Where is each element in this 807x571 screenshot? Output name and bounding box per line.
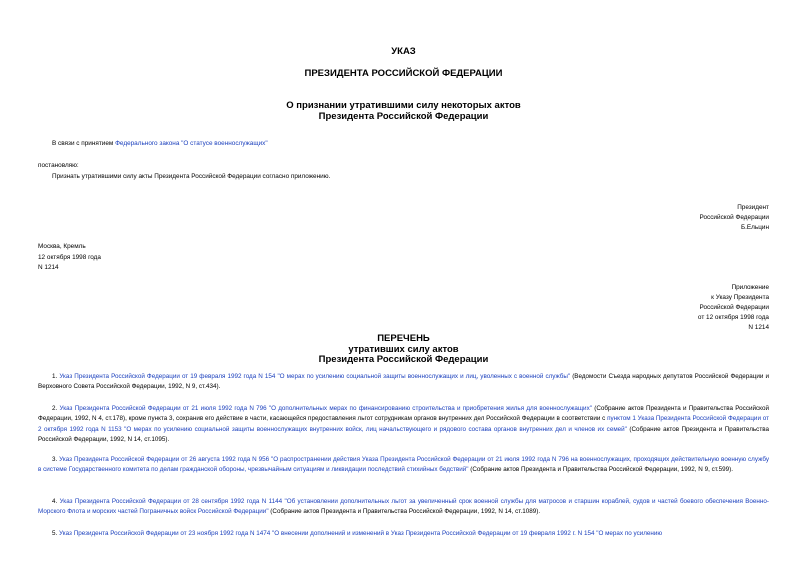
decree-keyword: постановляю: — [38, 162, 79, 169]
list-item — [38, 497, 769, 518]
item-text: (Собрание актов Президента и Правительства Российской Федерации, 1992, N 14, ст.1095). — [38, 425, 769, 443]
federal-law-link[interactable]: Федерального закона "О статусе военнослужащих" — [115, 140, 268, 147]
item-text: (Ведомости Съезда народных депутатов Российской Федерации и Верховного Совета Российской Федерации, 1992, N 9, ст.434). — [38, 373, 769, 391]
list-subtitle-2: Президента Российской Федерации — [318, 354, 489, 365]
appendix-number: N 1214 — [748, 324, 769, 331]
appendix-date: от 12 октября 1998 года — [697, 314, 769, 321]
doc-subtitle-line1: О признании утратившими силу некоторых актов — [286, 100, 521, 111]
item-number: 5. — [52, 530, 60, 537]
decree-link[interactable]: пунктом 1 Указа Президента Российской Федерации от 2 октября 1992 года N 1153 "О мерах по усилению социальной защиты военнослужащих внутренних войск, лиц начальствующего и рядового состава органов внутренних дел и членов их семей" — [38, 415, 769, 433]
preamble — [52, 139, 268, 149]
doc-title: УКАЗ — [391, 46, 416, 57]
item-number: 2. — [52, 405, 60, 412]
appendix-line3: Российской Федерации — [699, 304, 769, 311]
signature-title: Президент — [737, 204, 769, 211]
list-item — [38, 372, 769, 393]
place-city: Москва, Кремль — [38, 243, 86, 250]
decree-link[interactable]: Указ Президента Российской Федерации от 21 июля 1992 года N 796 "О дополнительных мерах по финансированию строительства и приобретения жилья для военнослужащих" — [59, 405, 592, 412]
item-number: 3. — [52, 456, 60, 463]
signature-title-2: Российской Федерации — [699, 214, 769, 221]
list-item — [38, 455, 769, 476]
list-item — [38, 404, 769, 445]
appendix-label: Приложение — [731, 284, 769, 291]
item-text: (Собрание актов Президента и Правительства Российской Федерации, 1992, N 4, ст.178), кроме пункта 3, сохранив его действие в части, касающейся предоставления льгот сотрудникам органов внутренних дел Российской Федерации в соответствии с — [38, 405, 769, 423]
item-number: 1. — [52, 373, 60, 380]
decree-link[interactable]: Указ Президента Российской Федерации от 23 ноября 1992 года N 1474 "О внесении дополнений и изменений в Указ Президента Российской Федерации от 19 февраля 1992 г. N 154 "О мерах по усилению — [59, 530, 663, 537]
place-number: N 1214 — [38, 264, 59, 271]
list-item — [38, 529, 769, 539]
decree-link[interactable]: Указ Президента Российской Федерации от 26 августа 1992 года N 956 "О распространении действия Указа Президента Российской Федерации от 21 июля 1992 года N 796 на военнослужащих, проходящих действительную военную службу в системе Государственного комитета по делам гражданской обороны, чрезвычайным ситуациям и ликвидации последствий стихийных бедствий" — [38, 456, 769, 474]
appendix-line2: к Указу Президента — [711, 294, 769, 301]
doc-title-president: ПРЕЗИДЕНТА РОССИЙСКОЙ ФЕДЕРАЦИИ — [304, 68, 503, 79]
place-date: 12 октября 1998 года — [38, 254, 101, 261]
preamble-text: В связи с принятием — [52, 140, 116, 147]
item-text: (Собрание актов Президента и Правительства Российской Федерации, 1992, N 9, ст.599). — [468, 466, 734, 474]
list-subtitle-1: утративших силу актов — [348, 344, 459, 355]
decree-link[interactable]: Указ Президента Российской Федерации от 19 февраля 1992 года N 154 "О мерах по усилению социальной защиты военнослужащих и лиц, уволенных с военной службы" — [59, 373, 571, 380]
signature-name: Б.Ельцин — [740, 224, 769, 231]
item-number: 4. — [52, 498, 60, 505]
item-text: (Собрание актов Президента и Правительства Российской Федерации, 1992, N 14, ст.1089). — [268, 508, 541, 516]
doc-subtitle-line2: Президента Российской Федерации — [318, 111, 489, 122]
decree-text: Признать утратившими силу акты Президента Российской Федерации согласно приложению. — [52, 173, 331, 180]
list-title: ПЕРЕЧЕНЬ — [377, 333, 430, 344]
decree-link[interactable]: Указ Президента Российской Федерации от 28 сентября 1992 года N 1144 "Об установлении дополнительных льгот за увеличенный срок военной службы для матросов и старшин кораблей, судов и частей боевого обеспечения Военно-Морского Флота и морских частей Пограничных войск Российской Федерации" — [38, 498, 769, 516]
